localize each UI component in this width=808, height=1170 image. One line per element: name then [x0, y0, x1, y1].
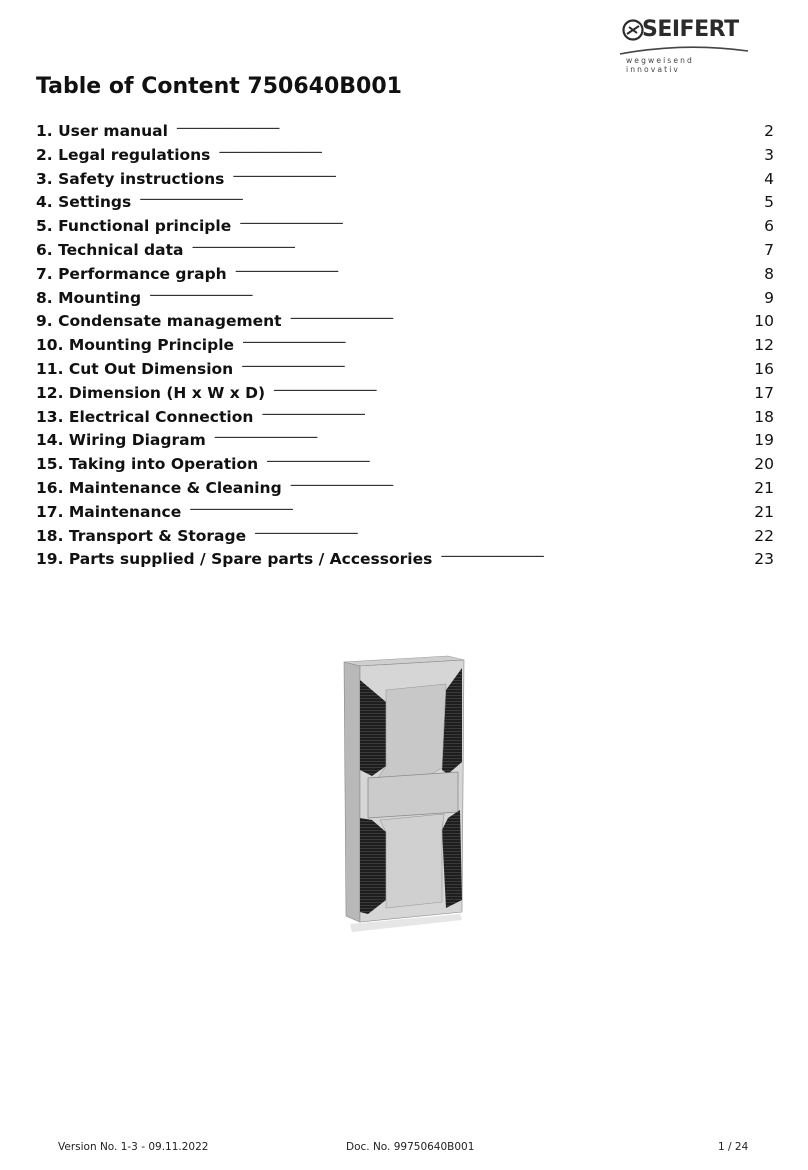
toc-item-label: 18. Transport & Storage	[36, 526, 247, 545]
toc-item-page: 10	[754, 312, 774, 331]
toc-item-label: 2. Legal regulations	[36, 145, 211, 164]
toc-item-label: 17. Maintenance	[36, 502, 182, 521]
toc-item[interactable]	[36, 213, 774, 237]
toc-item-page: 6	[764, 217, 774, 236]
toc-item[interactable]	[36, 475, 774, 499]
toc-item-page: 18	[754, 407, 774, 426]
toc-leader-dots	[261, 404, 748, 422]
toc-leader-dots	[266, 451, 748, 469]
toc-item[interactable]	[36, 142, 774, 166]
toc-item[interactable]	[36, 451, 774, 475]
toc-item-page: 3	[764, 145, 774, 164]
toc-item-page: 23	[754, 550, 774, 569]
toc-leader-dots	[232, 166, 752, 184]
toc-item-page: 5	[764, 193, 774, 212]
footer-doc-number: Doc. No. 99750640B001	[346, 1141, 475, 1153]
toc-leader-dots	[239, 213, 752, 231]
toc-item[interactable]	[36, 404, 774, 428]
toc-leader-dots	[189, 499, 748, 517]
toc-item-page: 17	[754, 383, 774, 402]
seifert-logo	[618, 14, 750, 74]
footer-page-number: 1 / 24	[718, 1141, 749, 1153]
toc-item[interactable]	[36, 427, 774, 451]
toc-item-page: 22	[754, 526, 774, 545]
toc-item-label: 15. Taking into Operation	[36, 455, 259, 474]
toc-item-label: 5. Functional principle	[36, 217, 232, 236]
toc-leader-dots	[214, 427, 749, 445]
toc-leader-dots	[191, 237, 752, 255]
toc-item[interactable]	[36, 261, 774, 285]
toc-item-page: 7	[764, 240, 774, 259]
toc-item[interactable]	[36, 356, 774, 380]
toc-item-page: 19	[754, 431, 774, 450]
toc-item[interactable]	[36, 166, 774, 190]
toc-leader-dots	[235, 261, 752, 279]
toc-leader-dots	[254, 523, 748, 541]
page-title: Table of Content 750640B001	[36, 74, 402, 99]
toc-item-page: 8	[764, 264, 774, 283]
toc-item-page: 4	[764, 169, 774, 188]
toc-leader-dots	[241, 356, 748, 374]
brand-tagline: wegweisend innovativ	[626, 56, 694, 74]
toc-item[interactable]	[36, 332, 774, 356]
toc-item-page: 9	[764, 288, 774, 307]
toc-item-label: 12. Dimension (H x W x D)	[36, 383, 266, 402]
footer-version: Version No. 1-3 - 09.11.2022	[58, 1141, 209, 1153]
toc-item[interactable]	[36, 308, 774, 332]
toc-item-page: 21	[754, 502, 774, 521]
toc-item-page: 16	[754, 359, 774, 378]
toc-item[interactable]	[36, 237, 774, 261]
toc-leader-dots	[242, 332, 748, 350]
brand-name: SEIFERT	[642, 17, 739, 42]
table-of-contents	[36, 118, 774, 570]
toc-item[interactable]	[36, 118, 774, 142]
logo-swoosh-icon	[618, 44, 750, 56]
seifert-emblem-icon	[622, 19, 644, 41]
toc-leader-dots	[290, 308, 749, 326]
toc-item-label: 6. Technical data	[36, 240, 184, 259]
toc-leader-dots	[149, 285, 752, 303]
toc-item-label: 19. Parts supplied / Spare parts / Accessories	[36, 550, 433, 569]
toc-item[interactable]	[36, 499, 774, 523]
toc-item-label: 7. Performance graph	[36, 264, 227, 283]
toc-leader-dots	[139, 189, 752, 207]
toc-item[interactable]	[36, 189, 774, 213]
toc-leader-dots	[290, 475, 749, 493]
toc-item-label: 11. Cut Out Dimension	[36, 359, 234, 378]
toc-item-page: 12	[754, 336, 774, 355]
toc-item[interactable]	[36, 285, 774, 309]
toc-item[interactable]	[36, 523, 774, 547]
toc-item-page: 21	[754, 478, 774, 497]
toc-leader-dots	[176, 118, 752, 136]
cabinet-cooling-unit-image	[336, 650, 470, 936]
toc-leader-dots	[273, 380, 748, 398]
toc-item-label: 16. Maintenance & Cleaning	[36, 478, 282, 497]
toc-item[interactable]	[36, 546, 774, 570]
toc-item-label: 4. Settings	[36, 193, 132, 212]
toc-item-label: 10. Mounting Principle	[36, 336, 235, 355]
toc-item-label: 8. Mounting	[36, 288, 142, 307]
toc-leader-dots	[440, 546, 748, 564]
toc-item-label: 1. User manual	[36, 122, 168, 140]
toc-item-label: 13. Electrical Connection	[36, 407, 254, 426]
toc-item[interactable]	[36, 380, 774, 404]
toc-item-page: 20	[754, 455, 774, 474]
toc-item-page: 2	[764, 122, 774, 140]
toc-item-label: 3. Safety instructions	[36, 169, 225, 188]
toc-leader-dots	[218, 142, 752, 160]
toc-item-label: 14. Wiring Diagram	[36, 431, 206, 450]
toc-item-label: 9. Condensate management	[36, 312, 282, 331]
